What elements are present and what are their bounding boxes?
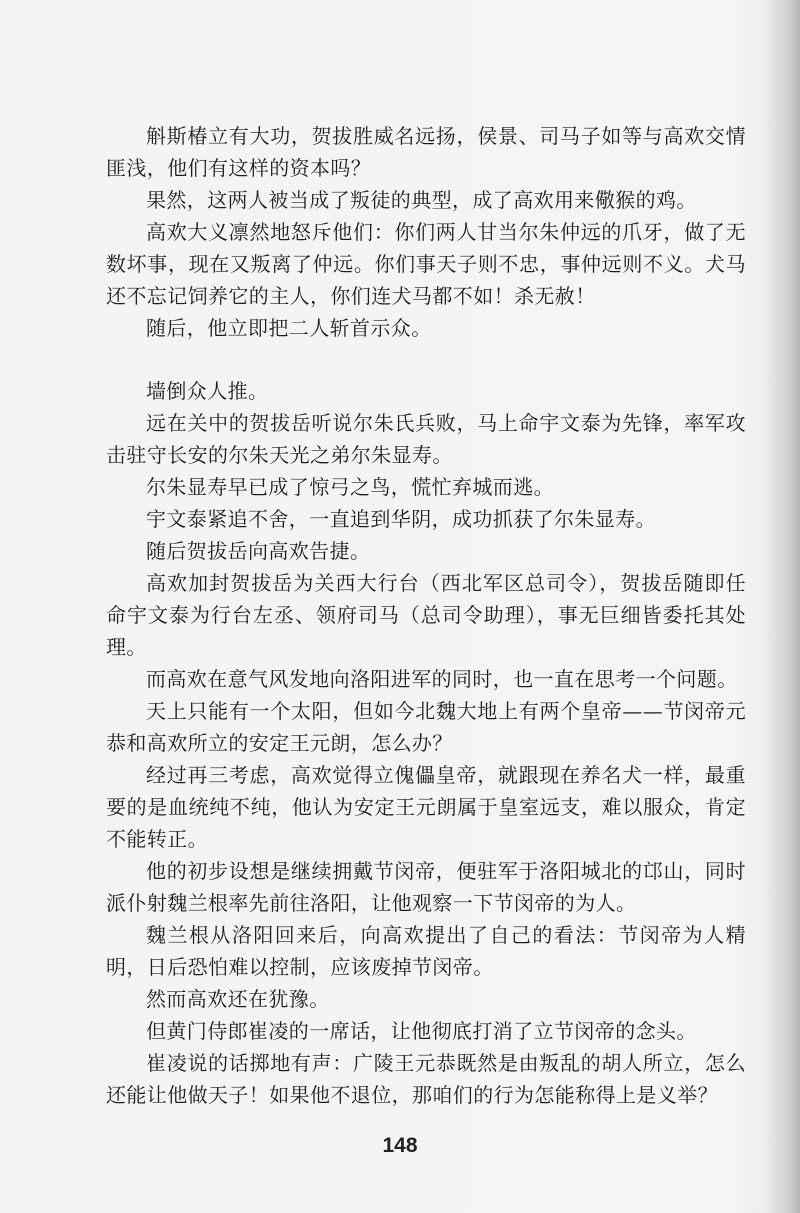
paragraph: 而高欢在意气风发地向洛阳进军的同时，也一直在思考一个问题。 bbox=[146, 667, 738, 691]
paragraph: 天上只能有一个太阳，但如今北魏大地上有两个皇帝——节闵帝元恭和高欢所立的安定王元朗，怎么办？ bbox=[106, 699, 746, 755]
paragraph: 墙倒众人推。 bbox=[146, 379, 269, 403]
paragraph: 高欢大义凛然地怒斥他们：你们两人甘当尔朱仲远的爪牙，做了无数坏事，现在又叛离了仲远。你们事天子则不忠，事仲远则不义。犬马还不忘记饲养它的主人，你们连犬马都不如！杀无赦！ bbox=[106, 220, 746, 308]
paragraph: 果然，这两人被当成了叛徒的典型，成了高欢用来儆猴的鸡。 bbox=[146, 188, 697, 212]
paragraph: 魏兰根从洛阳回来后，向高欢提出了自己的看法：节闵帝为人精明，日后恐怕难以控制，应该废掉节闵帝。 bbox=[106, 923, 746, 979]
page-edge-shadow bbox=[764, 0, 800, 1213]
paragraph: 经过再三考虑，高欢觉得立傀儡皇帝，就跟现在养名犬一样，最重要的是血统纯不纯，他认为安定王元朗属于皇室远支，难以服众，肯定不能转正。 bbox=[106, 763, 746, 851]
paragraph: 斛斯椿立有大功，贺拔胜威名远扬，侯景、司马子如等与高欢交情匪浅，他们有这样的资本吗？ bbox=[106, 124, 746, 180]
text-section-2 bbox=[106, 375, 746, 663]
paragraph: 高欢加封贺拔岳为关西大行台（西北军区总司令），贺拔岳随即任命宇文泰为行台左丞、领府司马（总司令助理），事无巨细皆委托其处理。 bbox=[106, 571, 746, 659]
page-number: 148 bbox=[382, 1134, 418, 1157]
paragraph: 随后贺拔岳向高欢告捷。 bbox=[146, 539, 371, 563]
paragraph: 崔凌说的话掷地有声：广陵王元恭既然是由叛乱的胡人所立，怎么还能让他做天子！如果他不退位，那咱们的行为怎能称得上是义举？ bbox=[106, 1051, 746, 1107]
paragraph: 宇文泰紧追不舍，一直追到华阴，成功抓获了尔朱显寿。 bbox=[146, 507, 656, 531]
paragraph: 他的初步设想是继续拥戴节闵帝，便驻军于洛阳城北的邙山，同时派仆射魏兰根率先前往洛阳，让他观察一下节闵帝的为人。 bbox=[106, 859, 746, 915]
paragraph: 随后，他立即把二人斩首示众。 bbox=[146, 316, 432, 340]
paragraph: 然而高欢还在犹豫。 bbox=[146, 987, 330, 1011]
text-section-3 bbox=[106, 663, 746, 1111]
paragraph: 远在关中的贺拔岳听说尔朱氏兵败，马上命宇文泰为先锋，率军攻击驻守长安的尔朱天光之弟尔朱显寿。 bbox=[106, 411, 746, 467]
paragraph: 但黄门侍郎崔凌的一席话，让他彻底打消了立节闵帝的念头。 bbox=[146, 1019, 697, 1043]
paragraph: 尔朱显寿早已成了惊弓之鸟，慌忙弃城而逃。 bbox=[146, 475, 554, 499]
text-section-1 bbox=[106, 120, 746, 344]
